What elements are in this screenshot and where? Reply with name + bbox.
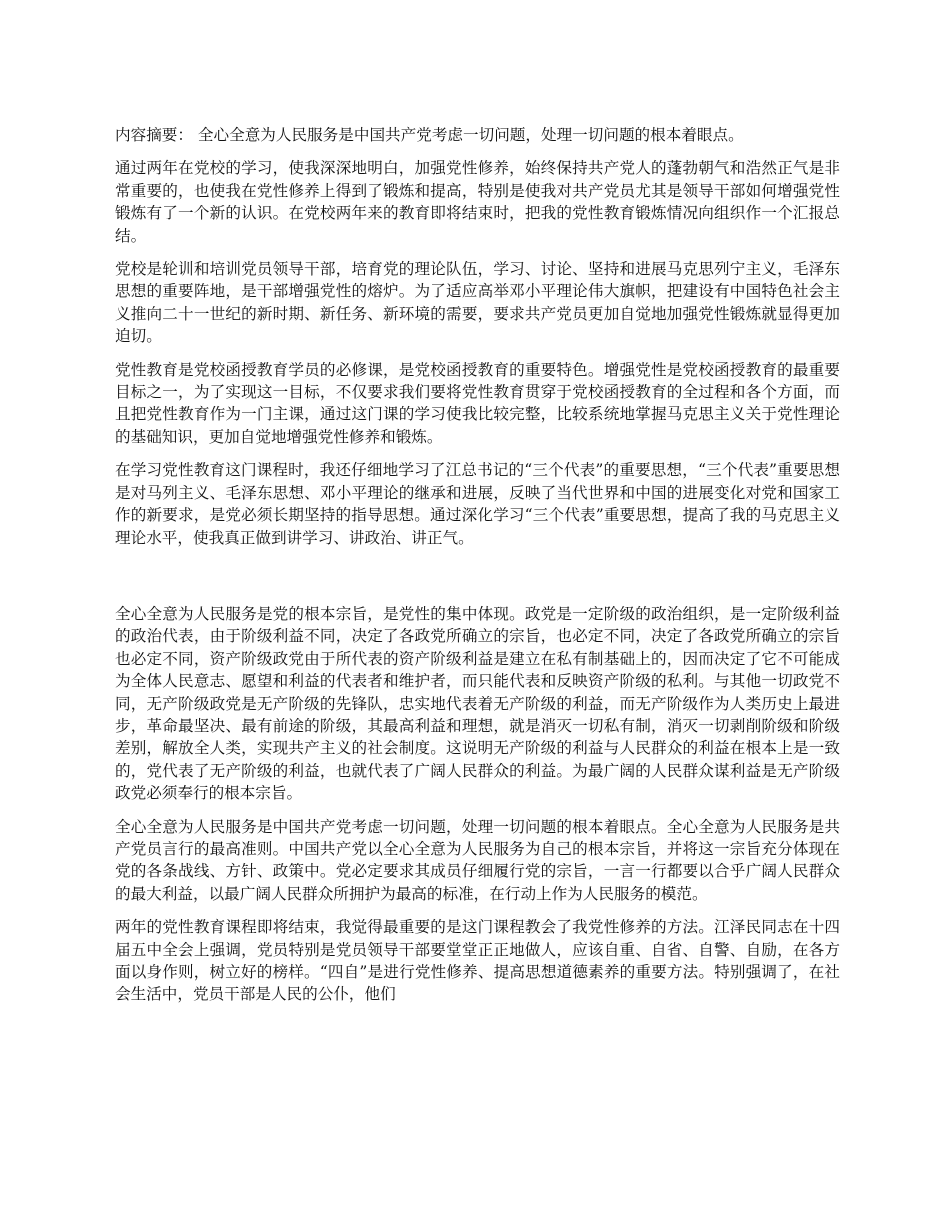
document-body xyxy=(115,124,840,1017)
paragraph-1: 通过两年在党校的学习，使我深深地明白，加强党性修养，始终保持共产党人的蓬勃朝气和浩然正气是非常重要的，也使我在党性修养上得到了锻炼和提高，特别是使我对共产党员尤其是领导干部如何增强党性锻炼有了一个新的认识。在党校两年来的教育即将结束时，把我的党性教育锻炼情况向组织作一个汇报总结。 xyxy=(115,159,840,245)
abstract-paragraph: 内容摘要： 全心全意为人民服务是中国共产党考虑一切问题，处理一切问题的根本着眼点。 xyxy=(115,126,744,144)
paragraph-7: 两年的党性教育课程即将结束，我觉得最重要的是这门课程教会了我党性修养的方法。江泽民同志在十四届五中全会上强调，党员特别是党员领导干部要堂堂正正地做人，应该自重、自省、自警、自励，在各方面以身作则，树立好的榜样。“四自”是进行党性修养、提高思想道德素养的重要方法。特别强调了，在社会生活中，党员干部是人民的公仆，他们 xyxy=(115,918,840,1004)
paragraph-4: 在学习党性教育这门课程时，我还仔细地学习了江总书记的“三个代表”的重要思想，“三个代表”重要思想是对马列主义、毛泽东思想、邓小平理论的继承和进展，反映了当代世界和中国的进展变化对党和国家工作的新要求，是党必须长期坚持的指导思想。通过深化学习“三个代表”重要思想，提高了我的马克思主义理论水平，使我真正做到讲学习、讲政治、讲正气。 xyxy=(115,461,840,547)
paragraph-5: 全心全意为人民服务是党的根本宗旨，是党性的集中体现。政党是一定阶级的政治组织，是一定阶级利益的政治代表，由于阶级利益不同，决定了各政党所确立的宗旨，也必定不同，决定了各政党所确立的宗旨也必定不同，资产阶级政党由于所代表的资产阶级利益是建立在私有制基础上的，因而决定了它不可能成为全体人民意志、愿望和利益的代表者和维护者，而只能代表和反映资产阶级的私利。与其他一切政党不同，无产阶级政党是无产阶级的先锋队，忠实地代表着无产阶级的利益，而无产阶级作为人类历史上最进步，革命最坚决、最有前途的阶级，其最高利益和理想，就是消灭一切私有制，消灭一切剥削阶级和阶级差别，解放全人类，实现共产主义的社会制度。这说明无产阶级的利益与人民群众的利益在根本上是一致的，党代表了无产阶级的利益，也就代表了广阔人民群众的利益。为最广阔的人民群众谋利益是无产阶级政党必须奉行的根本宗旨。 xyxy=(115,604,840,803)
paragraph-2: 党校是轮训和培训党员领导干部，培育党的理论队伍，学习、讨论、坚持和进展马克思列宁主义，毛泽东思想的重要阵地，是干部增强党性的熔炉。为了适应高举邓小平理论伟大旗帜，把建设有中国特色社会主义推向二十一世纪的新时期、新任务、新环境的需要，要求共产党员更加自觉地加强党性锻炼就显得更加迫切。 xyxy=(115,260,840,346)
paragraph-3: 党性教育是党校函授教育学员的必修课，是党校函授教育的重要特色。增强党性是党校函授教育的最重要目标之一，为了实现这一目标，不仅要求我们要将党性教育贯穿于党校函授教育的全过程和各个方面，而且把党性教育作为一门主课，通过这门课的学习使我比较完整，比较系统地掌握马克思主义关于党性理论的基础知识，更加自觉地增强党性修养和锻炼。 xyxy=(115,360,840,446)
paragraph-6: 全心全意为人民服务是中国共产党考虑一切问题，处理一切问题的根本着眼点。全心全意为人民服务是共产党员言行的最高准则。中国共产党以全心全意为人民服务为自己的根本宗旨，并将这一宗旨充分体现在党的各条战线、方针、政策中。党必定要求其成员仔细履行党的宗旨，一言一行都要以合乎广阔人民群众的最大利益，以最广阔人民群众所拥护为最高的标准，在行动上作为人民服务的模范。 xyxy=(115,817,840,903)
section-gap xyxy=(115,560,840,603)
